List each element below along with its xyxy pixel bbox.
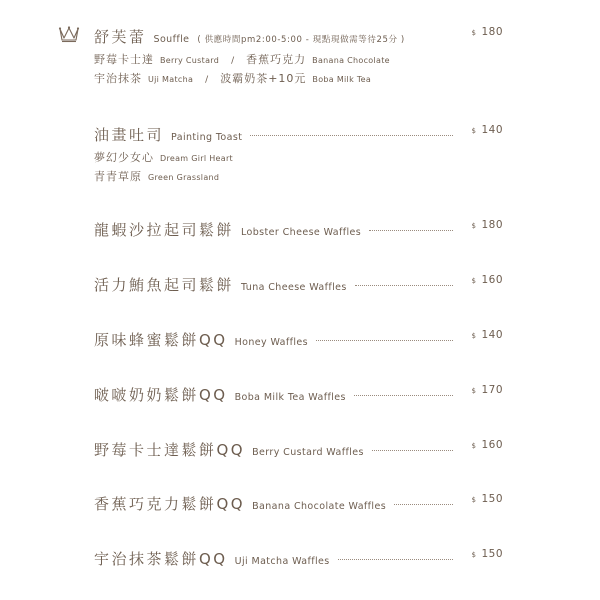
option-name-en: Green Grassland	[148, 173, 220, 182]
item-name-en: Uji Matcha Waffles	[234, 556, 330, 567]
option-name-en: Banana Chocolate	[312, 56, 390, 65]
item-name-en: Tuna Cheese Waffles	[241, 282, 347, 293]
dotted-leader	[394, 504, 453, 505]
menu-item	[94, 274, 503, 295]
option-name-en: Boba Milk Tea	[312, 75, 372, 84]
item-price	[471, 329, 503, 341]
currency-sign: $	[471, 127, 477, 135]
price-value: 140	[481, 329, 503, 341]
option-name-zh: 青青草原	[94, 170, 142, 183]
price-value: 140	[481, 124, 503, 136]
menu-item	[94, 384, 503, 405]
item-price	[471, 219, 503, 231]
toast-option-1	[94, 149, 233, 165]
souffle-options-row-2	[94, 70, 371, 86]
menu-item	[94, 219, 503, 240]
dotted-leader	[354, 395, 453, 396]
item-name-en: Boba Milk Tea Waffles	[234, 392, 346, 403]
option-name-en: Dream Girl Heart	[160, 154, 233, 163]
item-name-en: Lobster Cheese Waffles	[241, 227, 362, 238]
souffle-options-row-1	[94, 51, 390, 67]
item-name-en: Berry Custard Waffles	[252, 447, 364, 458]
item-name-en: Souffle	[153, 34, 190, 45]
item-price	[471, 26, 503, 38]
price-value: 160	[481, 274, 503, 286]
item-name-zh: 啵啵奶奶鬆餅QQ	[94, 386, 228, 404]
item-note: ( 供應時間pm2:00-5:00 - 現點現做需等待25分 )	[197, 35, 405, 45]
menu-item	[94, 493, 503, 514]
item-name-en: Banana Chocolate Waffles	[252, 501, 387, 512]
option-name-zh: 野莓卡士達	[94, 53, 154, 66]
crown-icon	[58, 25, 80, 43]
currency-sign: $	[471, 442, 477, 450]
option-name-en: Berry Custard	[160, 56, 220, 65]
currency-sign: $	[471, 29, 477, 37]
item-name-zh: 活力鮪魚起司鬆餅	[94, 276, 235, 294]
currency-sign: $	[471, 222, 477, 230]
price-value: 180	[481, 219, 503, 231]
price-value: 150	[481, 493, 503, 505]
menu-item-painting-toast	[94, 124, 503, 145]
option-name-zh: 夢幻少女心	[94, 151, 154, 164]
item-name-zh: 油畫吐司	[94, 126, 165, 144]
menu-item	[94, 329, 503, 350]
price-value: 180	[481, 26, 503, 38]
item-name-zh: 香蕉巧克力鬆餅QQ	[94, 495, 246, 513]
currency-sign: $	[471, 551, 477, 559]
item-price	[471, 274, 503, 286]
option-name-en: Uji Matcha	[148, 75, 194, 84]
price-value: 170	[481, 384, 503, 396]
currency-sign: $	[471, 277, 477, 285]
option-name-zh: 宇治抹茶	[94, 72, 142, 85]
dotted-leader	[369, 230, 453, 231]
dotted-leader	[372, 450, 453, 451]
item-name-zh: 宇治抹茶鬆餅QQ	[94, 550, 228, 568]
dotted-leader	[355, 285, 453, 286]
dotted-leader	[338, 559, 453, 560]
dotted-leader	[316, 340, 453, 341]
option-name-zh: 波霸奶茶+10元	[220, 72, 307, 85]
item-name-zh: 舒芙蕾	[94, 28, 147, 46]
menu-item-souffle	[94, 26, 503, 47]
option-separator: /	[205, 75, 209, 85]
dotted-leader	[250, 135, 453, 136]
currency-sign: $	[471, 496, 477, 504]
menu-item	[94, 548, 503, 569]
item-name-en: Honey Waffles	[234, 337, 309, 348]
item-price	[471, 493, 503, 505]
toast-option-2	[94, 168, 219, 184]
item-price	[471, 548, 503, 560]
item-price	[471, 384, 503, 396]
currency-sign: $	[471, 332, 477, 340]
item-name-zh: 野莓卡士達鬆餅QQ	[94, 441, 246, 459]
menu-item	[94, 439, 503, 460]
price-value: 150	[481, 548, 503, 560]
item-price	[471, 439, 503, 451]
price-value: 160	[481, 439, 503, 451]
currency-sign: $	[471, 387, 477, 395]
item-price	[471, 124, 503, 136]
option-name-zh: 香蕉巧克力	[246, 53, 307, 66]
item-name-zh: 龍蝦沙拉起司鬆餅	[94, 221, 235, 239]
item-name-en: Painting Toast	[171, 132, 243, 143]
option-separator: /	[231, 56, 235, 66]
item-name-zh: 原味蜂蜜鬆餅QQ	[94, 331, 228, 349]
